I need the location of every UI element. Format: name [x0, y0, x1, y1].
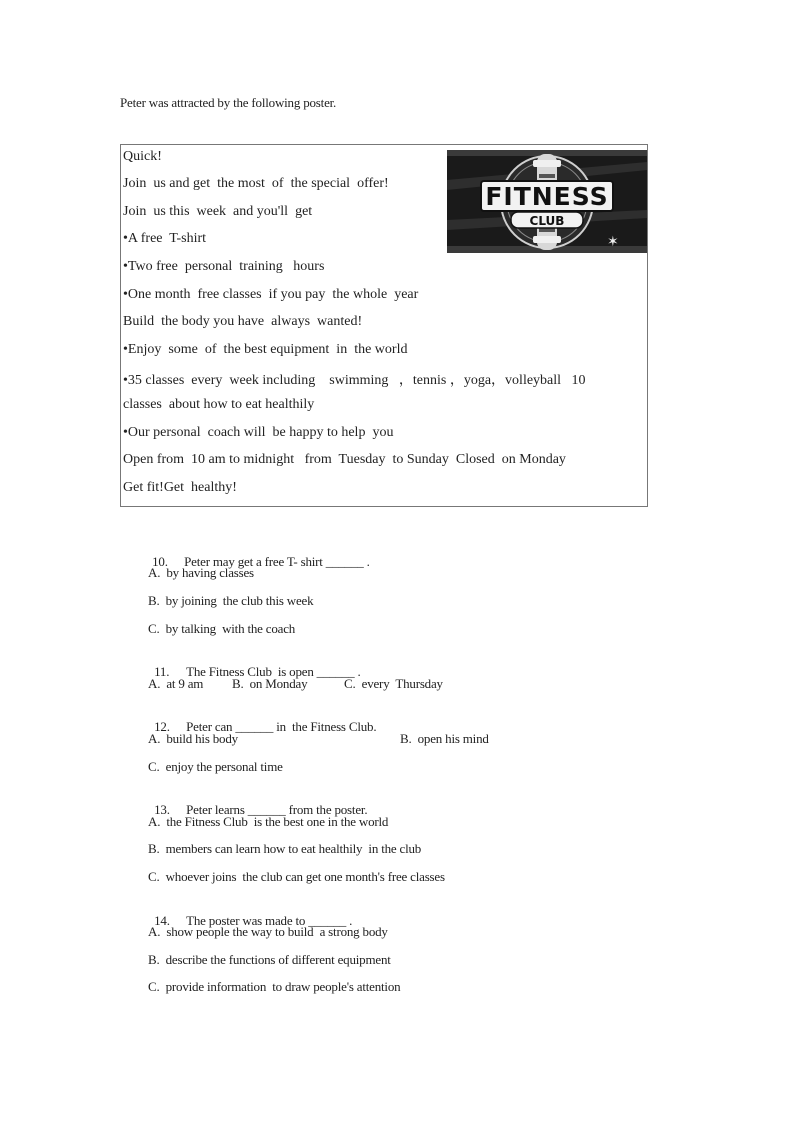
logo-title: FITNESS: [485, 182, 609, 211]
question-number: 14.: [154, 913, 170, 928]
option: C. every Thursday: [344, 676, 443, 691]
question-stem: Peter learns ______ from the poster.: [186, 802, 368, 817]
option: A. by having classes: [148, 565, 254, 580]
fitness-club-logo: [447, 150, 647, 253]
option: A. the Fitness Club is the best one in the world: [148, 814, 389, 829]
poster-line: Join us and get the most of the special offer!: [123, 176, 389, 191]
option: A. show people the way to build a strong body: [148, 924, 388, 939]
intro-text: Peter was attracted by the following poster.: [120, 95, 337, 110]
poster-line: •Our personal coach will be happy to help you: [123, 425, 394, 440]
poster-line: Join us this week and you'll get: [123, 204, 313, 219]
question-stem: Peter may get a free T- shirt ______ .: [184, 554, 370, 569]
option: C. enjoy the personal time: [148, 759, 283, 774]
star-icon: ✶: [607, 234, 619, 250]
poster-line: Get fit!Get healthy!: [123, 480, 237, 495]
poster-line: classes about how to eat healthily: [123, 397, 315, 412]
option: B. on Monday: [232, 676, 308, 691]
poster-line: •A free T-shirt: [123, 231, 207, 246]
poster-line: •Enjoy some of the best equipment in the world: [123, 342, 408, 357]
option: B. open his mind: [400, 731, 489, 746]
poster-line: •35 classes every week including swimming ，tennis ，yoga，volleyball 10: [123, 373, 586, 388]
question-number: 13.: [154, 802, 170, 817]
question-number: 12.: [154, 719, 170, 734]
poster-line: Quick!: [123, 149, 162, 164]
question-stem: Peter can ______ in the Fitness Club.: [186, 719, 377, 734]
poster-line: •Two free personal training hours: [123, 259, 325, 274]
logo-subtitle: CLUB: [529, 214, 565, 228]
option: B. describe the functions of different equipment: [148, 952, 391, 967]
poster-box: [120, 144, 648, 507]
question-number: 10.: [152, 554, 168, 569]
option: C. whoever joins the club can get one month's free classes: [148, 869, 445, 884]
poster-line: •One month free classes if you pay the whole year: [123, 287, 419, 302]
option: A. at 9 am: [148, 676, 204, 691]
option: C. provide information to draw people's attention: [148, 979, 401, 994]
option: B. by joining the club this week: [148, 593, 314, 608]
option: B. members can learn how to eat healthily in the club: [148, 841, 422, 856]
poster-line: Open from 10 am to midnight from Tuesday to Sunday Closed on Monday: [123, 452, 566, 467]
question-number: 11.: [154, 664, 170, 679]
option: C. by talking with the coach: [148, 621, 296, 636]
option: A. build his body: [148, 731, 238, 746]
question-stem: The poster was made to ______ .: [186, 913, 353, 928]
question-stem: The Fitness Club is open ______ .: [186, 664, 361, 679]
poster-line: Build the body you have always wanted!: [123, 314, 363, 329]
